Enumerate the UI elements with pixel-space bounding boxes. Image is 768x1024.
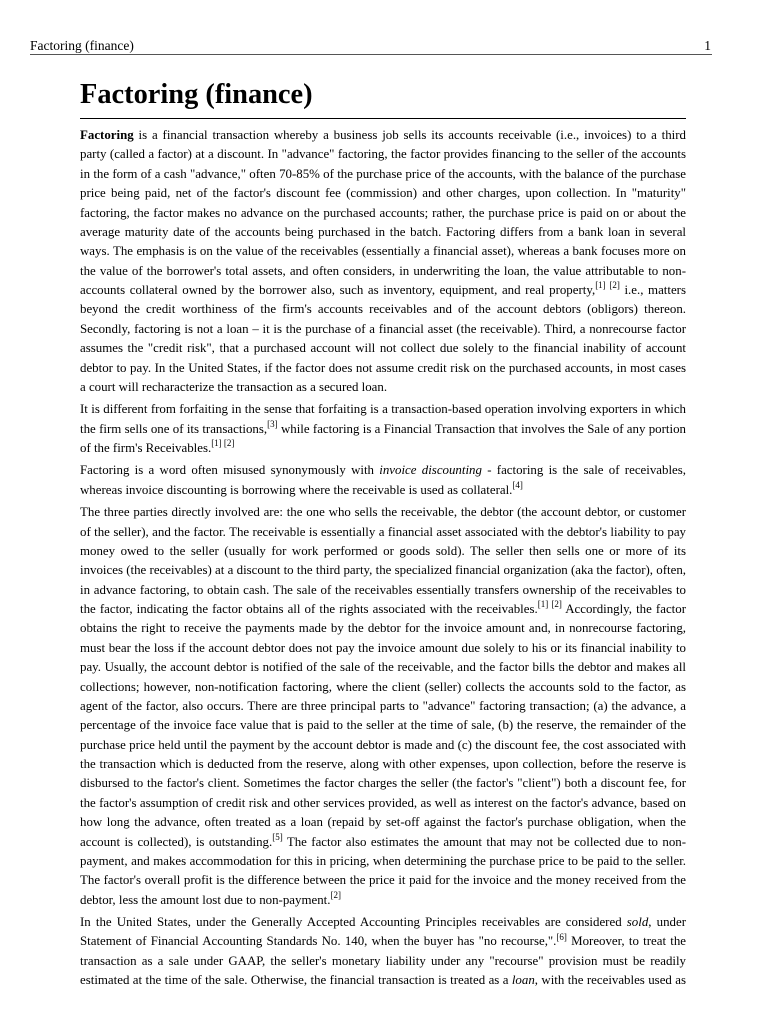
citation-superscript: [1] [2] (537, 599, 562, 610)
header-divider (30, 54, 712, 55)
paragraph-text: i.e., matters beyond the credit worthiness of the firm's accounts receivables and of the account debtors (obligors) thereon. Secondly, factoring is not a loan – it is the purchase of a financial asset (the receivable). Third, a nonrecourse factor assumes the "credit risk", that a purchased account will not collect due solely to the financial inability of account debtor to pay. In the United States, if the factor does not assume credit risk on the purchased accounts, in most cases a court will recharacterize the transaction as a secured loan. (80, 283, 686, 394)
citation-superscript: [1] [2] (595, 280, 620, 291)
paragraph-text: , under Statement of Financial Accounting Standards No. 140, when the buyer has "no recourse,". (80, 915, 686, 949)
title-divider (80, 118, 686, 119)
paragraph (80, 503, 686, 910)
paragraph-text: In the United States, under the Generally Accepted Accounting Principles receivables are considered (80, 915, 627, 929)
bold-term: Factoring (80, 128, 134, 142)
paragraph-text: The factor also estimates the amount that may not be collected due to non-payment, and makes accommodation for this in pricing, when determining the purchase price to be paid to the seller. The factor's overall profit is the difference between the price it paid for the invoice and the money received from the debtor, less the amount lost due to non-payment. (80, 834, 686, 907)
italic-text: invoice discounting (379, 463, 482, 478)
citation-superscript: [4] (512, 480, 523, 491)
page-number: 1 (704, 38, 711, 53)
citation-superscript: [5] (272, 831, 283, 842)
paragraph-text: is a financial transaction whereby a business job sells its accounts receivable (i.e., invoices) to a third party (called a factor) at a discount. In "advance" factoring, the factor provides financing to the seller of the accounts in the form of a cash "advance," often 70-85% of the purchase price of the accounts, with the balance of the purchase price being paid, net of the factor's discount fee (commission) and other charges, upon collection. In "maturity" factoring, the factor makes no advance on the purchased accounts; rather, the purchase price is paid on or about the average maturity date of the accounts being purchased in the batch. Factoring differs from a bank loan in several ways. The emphasis is on the value of the receivables (essentially a financial asset), whereas a bank focuses more on the value of the borrower's total assets, and often considers, in underwriting the loan, the value attributable to non-accounts collateral owned by the borrower also, such as inventory, equipment, and real property, (80, 128, 686, 297)
paragraph (80, 913, 686, 991)
article-title: Factoring (finance) (80, 79, 313, 110)
paragraph-text: Factoring is a word often misused synonymously with (80, 463, 380, 478)
paragraph-text: Moreover, to treat the transaction as a sale under GAAP, the seller's monetary liability under any "recourse" provision must be readily estimated at the time of the sale. Otherwise, the financial transaction is treated as a (80, 934, 686, 988)
paragraph-text: , with the receivables used as (534, 973, 686, 988)
paragraph (80, 461, 686, 500)
citation-superscript: [6] (556, 931, 567, 942)
italic-text: loan (511, 973, 535, 988)
italic-text: sold (626, 915, 649, 929)
paragraph (80, 126, 686, 397)
article-body (80, 126, 686, 994)
citation-superscript: [3] (267, 419, 278, 430)
paragraph-text: It is different from forfaiting in the sense that forfaiting is a transaction-based operation involving exporters in which the firm sells one of its transactions, (80, 402, 686, 436)
paragraph-text: Accordingly, the factor obtains the right to receive the payments made by the debtor for the invoice amount and, in nonrecourse factoring, must bear the loss if the account debtor does not pay the invoice amount due solely to his or its financial inability to pay. Usually, the account debtor is notified of the sale of the receivable, and the factor bills the debtor and makes all collections; however, non-notification factoring, where the client (seller) collects the accounts sold to the factor, as agent of the factor, also occurs. There are three principal parts to "advance" factoring transaction; (a) the advance, a percentage of the invoice face value that is paid to the seller at the time of sale, (b) the reserve, the remainder of the purchase price held until the payment by the account debtor is made and (c) the discount fee, the cost associated with the transaction which is deducted from the reserve, along with other expenses, upon collection, before the reserve is disbursed to the factor's client. Sometimes the factor charges the seller (the factor's "client") both a discount fee, for the factor's assumption of credit risk and other services provided, as well as interest on the factor's advance, based on how long the advance, often treated as a loan (repaid by set-off against the factor's purchase obligation, when the account is collected), is outstanding. (80, 602, 686, 849)
running-header-title: Factoring (finance) (30, 38, 134, 53)
citation-superscript: [2] (330, 890, 341, 901)
paragraph-text: The three parties directly involved are: the one who sells the receivable, the debtor (the account debtor, or customer of the seller), and the factor. The receivable is essentially a financial asset associated with the debtor's liability to pay money owed to the seller (usually for work performed or goods sold). The seller then sells one or more of its invoices (the receivables) at a discount to the third party, the specialized financial organization (aka the factor), often, in advance factoring, to obtain cash. The sale of the receivables essentially transfers ownership of the receivables to the factor, indicating the factor obtains all of the rights associated with the receivables. (80, 505, 686, 616)
citation-superscript: [1] [2] (211, 438, 235, 449)
paragraph (80, 400, 686, 458)
paragraph-text: while factoring is a Financial Transaction that involves the Sale of any portion of the firm's Receivables. (80, 421, 686, 455)
paragraph-text: - factoring is the sale of receivables, whereas invoice discounting is borrowing where the receivable is used as collateral. (80, 463, 686, 497)
